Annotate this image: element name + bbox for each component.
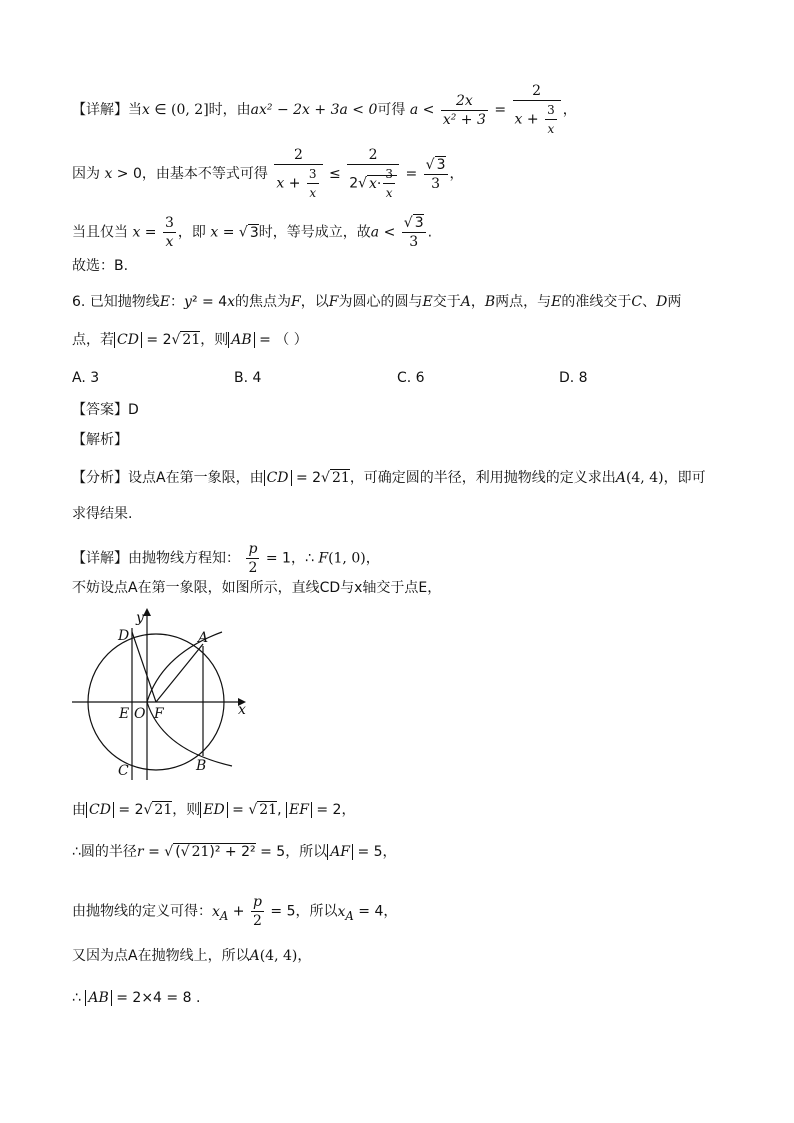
point-a: A [198, 630, 209, 646]
solution-line-4: 又因为点A在抛物线上，所以A(4, 4)， [72, 948, 312, 964]
point-c: C [118, 763, 129, 779]
analysis-line-2: 求得结果. [72, 506, 133, 522]
solution-line-3: 由抛物线的定义可得：$x_A$ + $\frac{p}{2}$ = 5，所以$x_A = 4$， [72, 894, 398, 929]
point-e: E [119, 706, 130, 722]
option-a: A. 3 [72, 370, 100, 386]
detail-line-2: 因为 x > 0，由基本不等式可得 2 x + $\frac{3}{x}$ ≤ 2 2√ x· $\frac{3}{x}$ = $\frac{√ 3}{3}$ ， [72, 147, 464, 200]
fraction: 2 2√ x· $\frac{3}{x}$ [347, 146, 399, 202]
solution-line-2: ∴圆的半径r = √ (√ 21)² + 2² = 5，所以 AF = 5， [72, 844, 397, 860]
detail2-line-2: 不妨设点A在第一象限，如图所示，直线CD与x轴交于点E， [72, 580, 442, 596]
fraction: 2 x + $\frac{3}{x}$ [513, 82, 561, 138]
detail2-line-1: 【详解】由抛物线方程知： $\frac{p}{2}$ = 1，∴ F(1, 0)， [72, 541, 380, 576]
x-axis-label: x [238, 702, 246, 718]
fraction: 2 x + $\frac{3}{x}$ [274, 146, 322, 202]
y-axis-label: y [136, 610, 144, 626]
point-d: D [118, 628, 130, 644]
answer-value: D [128, 402, 139, 418]
option-c: C. 6 [397, 370, 425, 386]
option-b: B. 4 [234, 370, 262, 386]
answer-label: 【答案】 [72, 402, 128, 418]
solution-line-1: 由 CD = 2√ 21，则 ED = √ 21, EF = 2， [72, 802, 356, 818]
solution-line-5: ∴ AB = 2×4 = 8 . [72, 990, 201, 1006]
point-o: O [134, 706, 146, 722]
y-axis-arrow-icon [143, 608, 151, 616]
analysis-heading: 【解析】 [72, 432, 128, 448]
detail-label: 【详解】 [72, 102, 128, 118]
parabola [147, 632, 232, 766]
choice-line: 故选：B. [72, 258, 129, 274]
point-b: B [196, 758, 207, 774]
geometry-figure [70, 604, 260, 784]
point-f: F [154, 706, 164, 722]
detail-line-3: 当且仅当 x = $\frac{3}{x}$ ，即 x = √ 3时，等号成立，故a < $\frac{√ 3}{3}$ . [72, 215, 433, 250]
options-row [72, 368, 732, 388]
segment-af [156, 644, 203, 702]
option-d: D. 8 [559, 370, 588, 386]
segment-df [132, 632, 156, 702]
analysis-line-1: 【分析】设点A在第一象限，由 CD = 2√ 21，可确定圆的半径，利用抛物线的定义求出A(4, 4)，即可 [72, 470, 706, 486]
fraction: $\frac{√ 3}{3}$ [425, 156, 446, 192]
question-stem-line-2: 点，若 CD = 2√ 21，则 AB = （ ） [72, 332, 308, 348]
answer-line [72, 400, 139, 420]
fraction: $\frac{2x}{\text{x² + 3}}$ [442, 92, 486, 128]
question-stem-line-1: 6. 已知抛物线E：y² = 4x的焦点为F，以F为圆心的圆与E交于A，B两点，与E的准线交于C、D两 [72, 294, 682, 310]
detail-line-1: 【详解】当x ∈ (0, 2]时，由ax² − 2x + 3a < 0可得 a < $\frac{2x}{\text{x² + 3}}$ = 2 x + $\frac{3}{x}$ ， [72, 83, 577, 136]
